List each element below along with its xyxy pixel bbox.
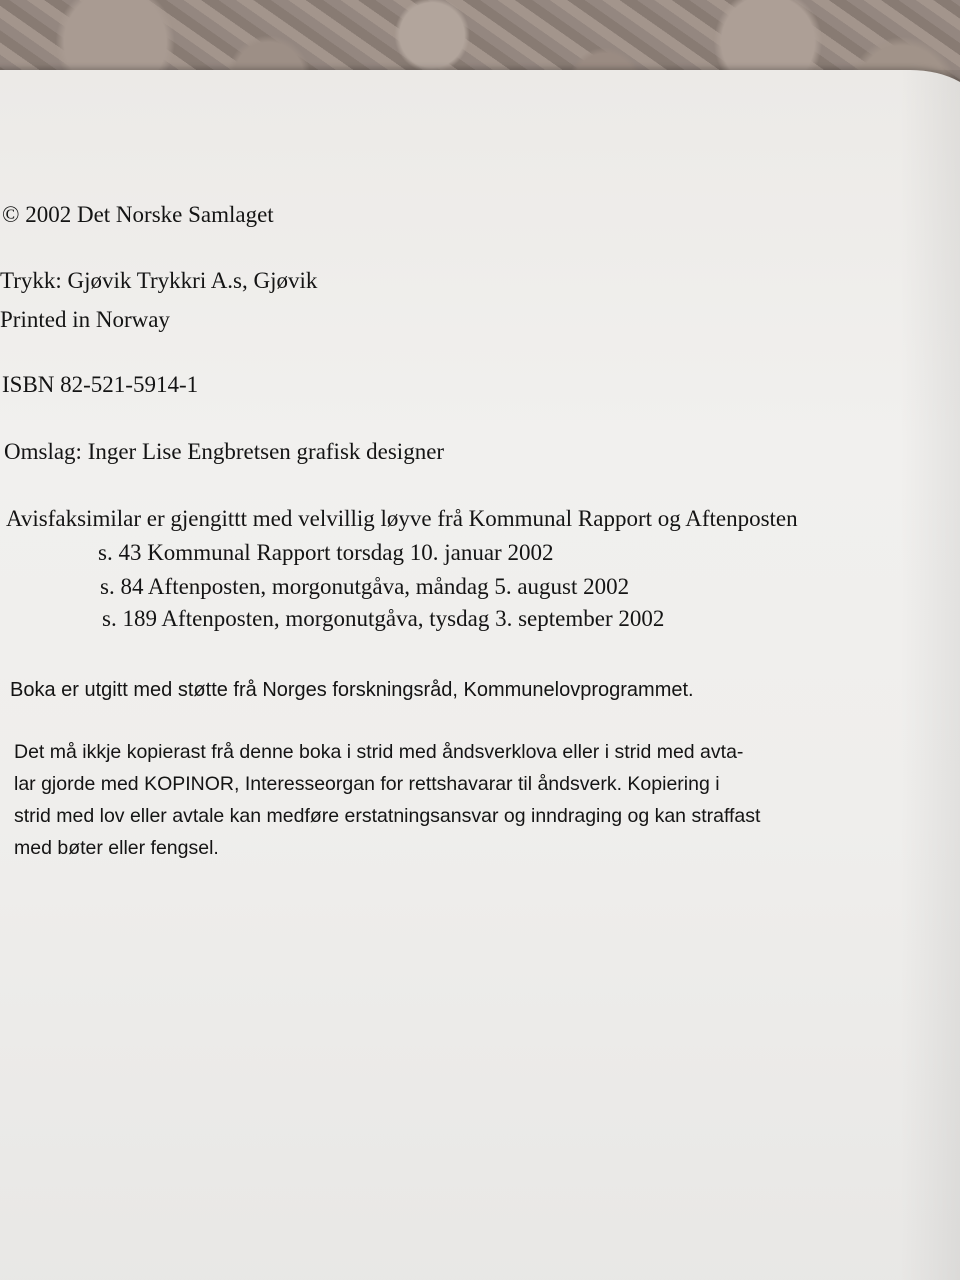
printed-in-line: Printed in Norway <box>0 307 170 332</box>
facsimile-item: s. 84 Aftenposten, morgonutgåva, måndag 5. august 2002 <box>100 574 630 599</box>
notice-line: lar gjorde med KOPINOR, Interesseorgan for rettshavarar til åndsverk. Kopiering i <box>14 773 720 795</box>
copyright-line: © 2002 Det Norske Samlaget <box>2 202 274 227</box>
support-line: Boka er utgitt med støtte frå Norges forskningsråd, Kommunelovprogrammet. <box>10 679 694 701</box>
notice-line: med bøter eller fengsel. <box>14 837 219 859</box>
isbn-line: ISBN 82-521-5914-1 <box>2 372 199 397</box>
cover-credit-line: Omslag: Inger Lise Engbretsen grafisk designer <box>4 439 445 464</box>
facsimile-item: s. 189 Aftenposten, morgonutgåva, tysdag 3. september 2002 <box>102 606 665 631</box>
notice-line: Det må ikkje kopierast frå denne boka i strid med åndsverklova eller i strid med avta- <box>14 741 744 763</box>
page-shadow <box>900 70 960 1280</box>
facsimile-intro: Avisfaksimilar er gjengittt med velvillig løyve frå Kommunal Rapport og Aftenposten <box>6 506 798 531</box>
notice-line: strid med lov eller avtale kan medføre erstatningsansvar og inndraging og kan straffast <box>14 805 761 827</box>
printer-line: Trykk: Gjøvik Trykkri A.s, Gjøvik <box>0 268 318 293</box>
copyright-notice <box>14 736 914 864</box>
facsimile-item: s. 43 Kommunal Rapport torsdag 10. januar 2002 <box>98 540 554 565</box>
